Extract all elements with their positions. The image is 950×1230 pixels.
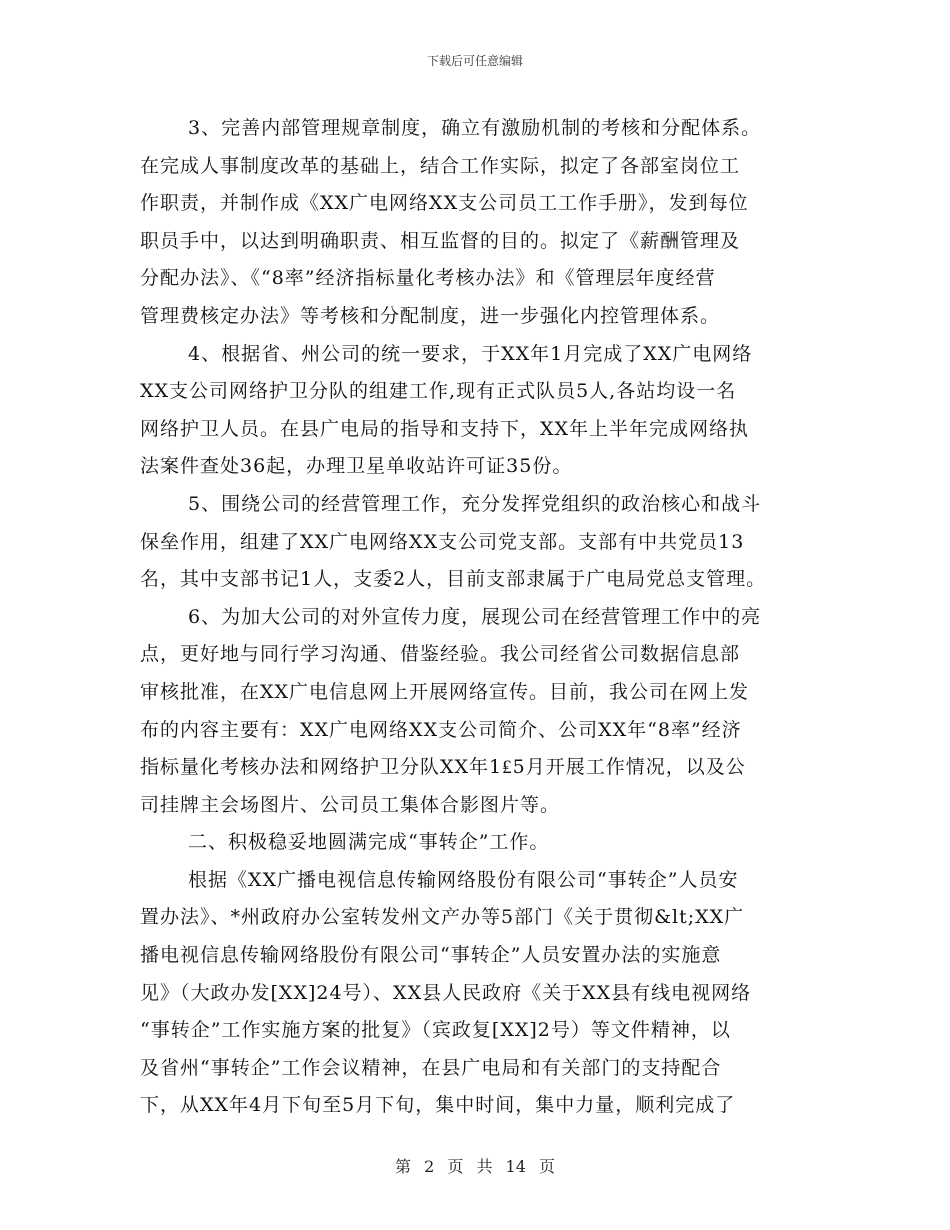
- paragraph-line: 法案件查处36起，办理卫星单收站许可证35份。: [140, 455, 573, 478]
- paragraph-line: 4、根据省、州公司的统一要求，于XX年1月完成了XX广电网络: [188, 342, 753, 365]
- paragraph-line: 在完成人事制度改革的基础上，结合工作实际，拟定了各部室岗位工: [140, 154, 741, 177]
- paragraph-line: 播电视信息传输网络股份有限公司“事转企”人员安置办法的实施意: [140, 944, 722, 967]
- paragraph-line: 3、完善内部管理规章制度，确立有激励机制的考核和分配体系。: [188, 117, 762, 139]
- paragraph-line: 及省州“事转企”工作会议精神，在县广电局和有关部门的支持配合: [140, 1056, 722, 1079]
- paragraph-line: 职员手中，以达到明确职责、相互监督的目的。拟定了《薪酬管理及: [140, 229, 741, 252]
- paragraph-line: 6、为加大公司的对外宣传力度，展现公司在经营管理工作中的亮: [188, 605, 762, 628]
- paragraph-line: 作职责，并制作成《XX广电网络XX支公司员工工作手册》，发到每位: [140, 192, 749, 215]
- paragraph-line: 下，从XX年4月下旬至5月下旬，集中时间，集中力量，顺利完成了: [140, 1094, 736, 1117]
- paragraph-line: 点，更好地与同行学习沟通、借鉴经验。我公司经省公司数据信息部: [140, 643, 741, 666]
- page-number-footer: 第 2 页 共 14 页: [395, 1157, 555, 1176]
- section-heading: 二、积极稳妥地圆满完成“事转企”工作。: [188, 831, 550, 854]
- paragraph-line: 根据《XX广播电视信息传输网络股份有限公司“事转企”人员安: [188, 868, 739, 891]
- paragraph-line: 指标量化考核办法和网络护卫分队XX年1₤5月开展工作情况，以及公: [140, 756, 746, 779]
- header-note: 下载后可任意编辑: [426, 54, 523, 68]
- paragraph-line: 5、围绕公司的经营管理工作，充分发挥党组织的政治核心和战斗: [188, 492, 762, 515]
- paragraph-line: 网络护卫人员。在县广电局的指导和支持下，XX年上半年完成网络执: [140, 417, 750, 440]
- paragraph-line: 管理费核定办法》等考核和分配制度，进一步强化内控管理体系。: [140, 304, 721, 327]
- paragraph-line: 名，其中支部书记1人，支委2人，目前支部隶属于广电局党总支管理。: [140, 568, 767, 591]
- document-body: [140, 110, 830, 1125]
- paragraph-line: 分配办法》、《“8率”经济指标量化考核办法》和《管理层年度经营: [140, 267, 716, 290]
- paragraph-line: 审核批准，在XX广电信息网上开展网络宣传。目前，我公司在网上发: [140, 680, 750, 703]
- paragraph-line: 布的内容主要有：XX广电网络XX支公司简介、公司XX年“8率”经济: [140, 718, 742, 741]
- paragraph-line: 见》（大政办发[XX]24号）、XX县人民政府《关于XX县有线电视网络: [140, 981, 752, 1004]
- paragraph-line: “事转企”工作实施方案的批复》（宾政复[XX]2号）等文件精神，以: [140, 1019, 731, 1042]
- paragraph-line: 司挂牌主会场图片、公司员工集体合影图片等。: [140, 793, 561, 816]
- paragraph-line: 保垒作用，组建了XX广电网络XX支公司党支部。支部有中共党员13: [140, 530, 745, 553]
- paragraph-line: 置办法》、*州政府办公室转发州文产办等5部门《关于贯彻&lt;XX广: [140, 906, 745, 929]
- paragraph-line: XX支公司网络护卫分队的组建工作,现有正式队员5人,各站均设一名: [140, 380, 737, 403]
